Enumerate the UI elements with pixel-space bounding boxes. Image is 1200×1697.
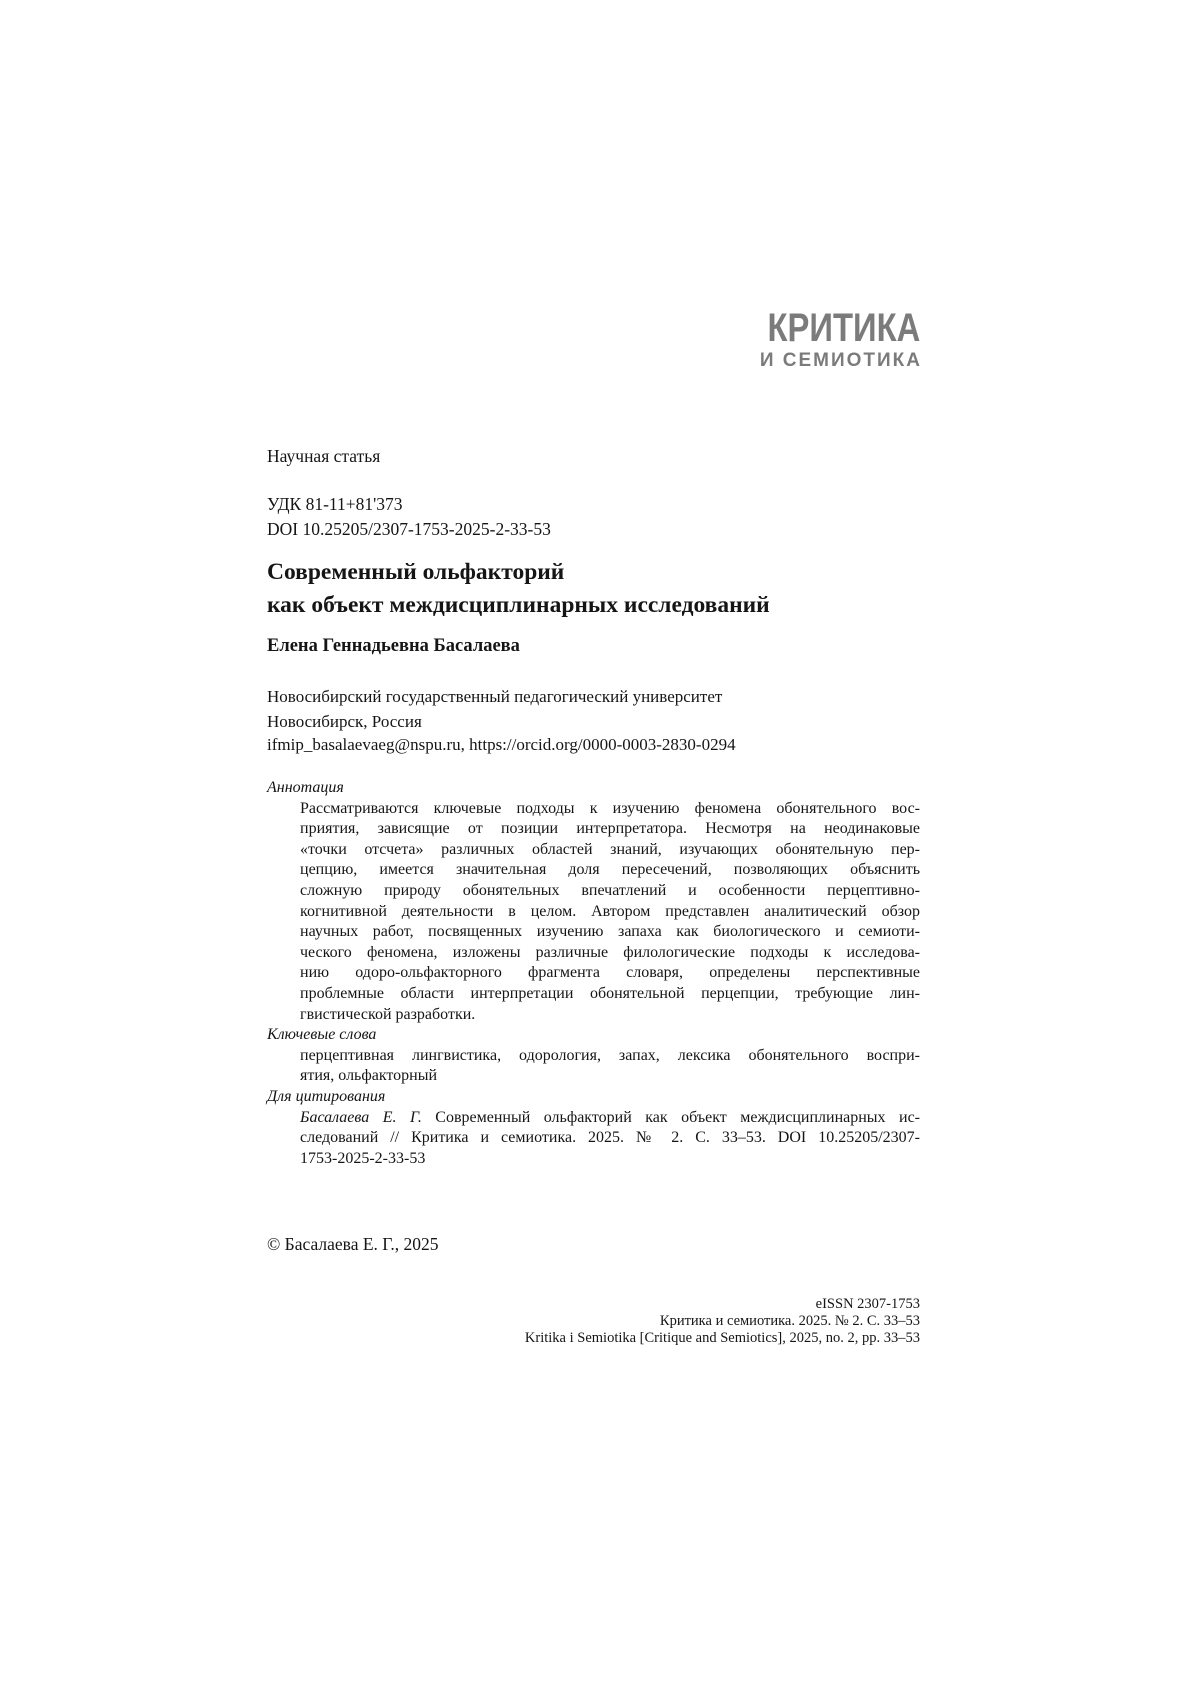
- text-line: нию одоро-ольфакторного фрагмента словаря, определены перспективные: [300, 964, 920, 982]
- text-line: цепцию, имеется значительная доля пересечений, позволяющих объяснить: [300, 861, 920, 879]
- text-line: сложную природу обонятельных впечатлений и особенности перцептивно-: [300, 881, 920, 899]
- affiliation-university: Новосибирский государственный педагогический университет: [267, 687, 723, 706]
- text-line: перцептивная лингвистика, одорология, запах, лексика обонятельного воспри-: [300, 1046, 920, 1064]
- doi-label: DOI 10.25205/2307-1753-2025-2-33-53: [267, 519, 551, 539]
- page-footer: [267, 1296, 920, 1346]
- citation-line-1-rest: Современный ольфакторий как объект междисциплинарных ис-: [421, 1108, 920, 1126]
- author-contact-line: ifmip_basalaevaeg@nspu.ru, https://orcid.org/0000-0003-2830-0294: [267, 735, 736, 754]
- citation-line-1: [300, 1108, 920, 1129]
- text-line: гвистической разработки.: [300, 1005, 476, 1023]
- title-line-2: как объект междисциплинарных исследований: [267, 592, 770, 618]
- footer-en-citation: Kritika i Semiotika [Critique and Semiotics], 2025, no. 2, pp. 33–53: [524, 1329, 920, 1346]
- affiliation-city-country: Новосибирск, Россия: [267, 712, 422, 731]
- text-line: «точки отсчета» различных областей знаний, изучающих обонятельную пер-: [300, 840, 920, 858]
- article-title: [267, 556, 920, 622]
- citation-line-2: следований // Критика и семиотика. 2025. № 2. С. 33–53. DOI 10.25205/2307-: [300, 1129, 920, 1147]
- author-affiliation: [267, 684, 920, 734]
- keywords-text: [267, 1046, 920, 1087]
- citation-text: [267, 1108, 920, 1170]
- title-line-1: Современный ольфакторий: [267, 559, 565, 585]
- footer-eissn: eISSN 2307-1753: [815, 1296, 920, 1312]
- abstract-label: Аннотация: [267, 779, 344, 796]
- logo-line-2: И СЕМИОТИКА: [759, 350, 922, 371]
- abstract-text: [267, 799, 920, 1026]
- udc-label: УДК 81-11+81'373: [267, 494, 403, 514]
- text-line: ческого феномена, изложены различные филологические подходы к исследова-: [300, 943, 920, 961]
- logo-line-1: КРИТИКА: [767, 306, 920, 350]
- journal-logo: [267, 308, 920, 370]
- abstract-keywords-citation-block: [267, 778, 920, 1169]
- citation-line-3: 1753-2025-2-33-53: [300, 1149, 426, 1167]
- copyright-line: © Басалаева Е. Г., 2025: [267, 1234, 439, 1254]
- keywords-label: Ключевые слова: [267, 1026, 377, 1044]
- text-line: Рассматриваются ключевые подходы к изучению феномена обонятельного вос-: [300, 799, 920, 817]
- author-name: Елена Геннадьевна Басалаева: [267, 636, 520, 656]
- article-type-label: Научная статья: [267, 446, 381, 466]
- text-line: научных работ, посвященных изучению запаха как биологического и семиоти-: [300, 923, 920, 941]
- text-line: ятия, ольфакторный: [300, 1067, 438, 1085]
- footer-ru-citation: Критика и семиотика. 2025. № 2. С. 33–53: [659, 1312, 920, 1329]
- text-line: приятия, зависящие от позиции интерпретатора. Несмотря на неодинаковые: [300, 820, 920, 838]
- citation-author: Басалаева Е. Г.: [300, 1108, 422, 1126]
- text-line: когнитивной деятельности в целом. Автором представлен аналитический обзор: [300, 902, 920, 920]
- text-line: проблемные области интерпретации обонятельной перцепции, требующие лин-: [300, 984, 920, 1002]
- citation-label: Для цитирования: [267, 1087, 386, 1105]
- udc-doi-block: [267, 492, 920, 542]
